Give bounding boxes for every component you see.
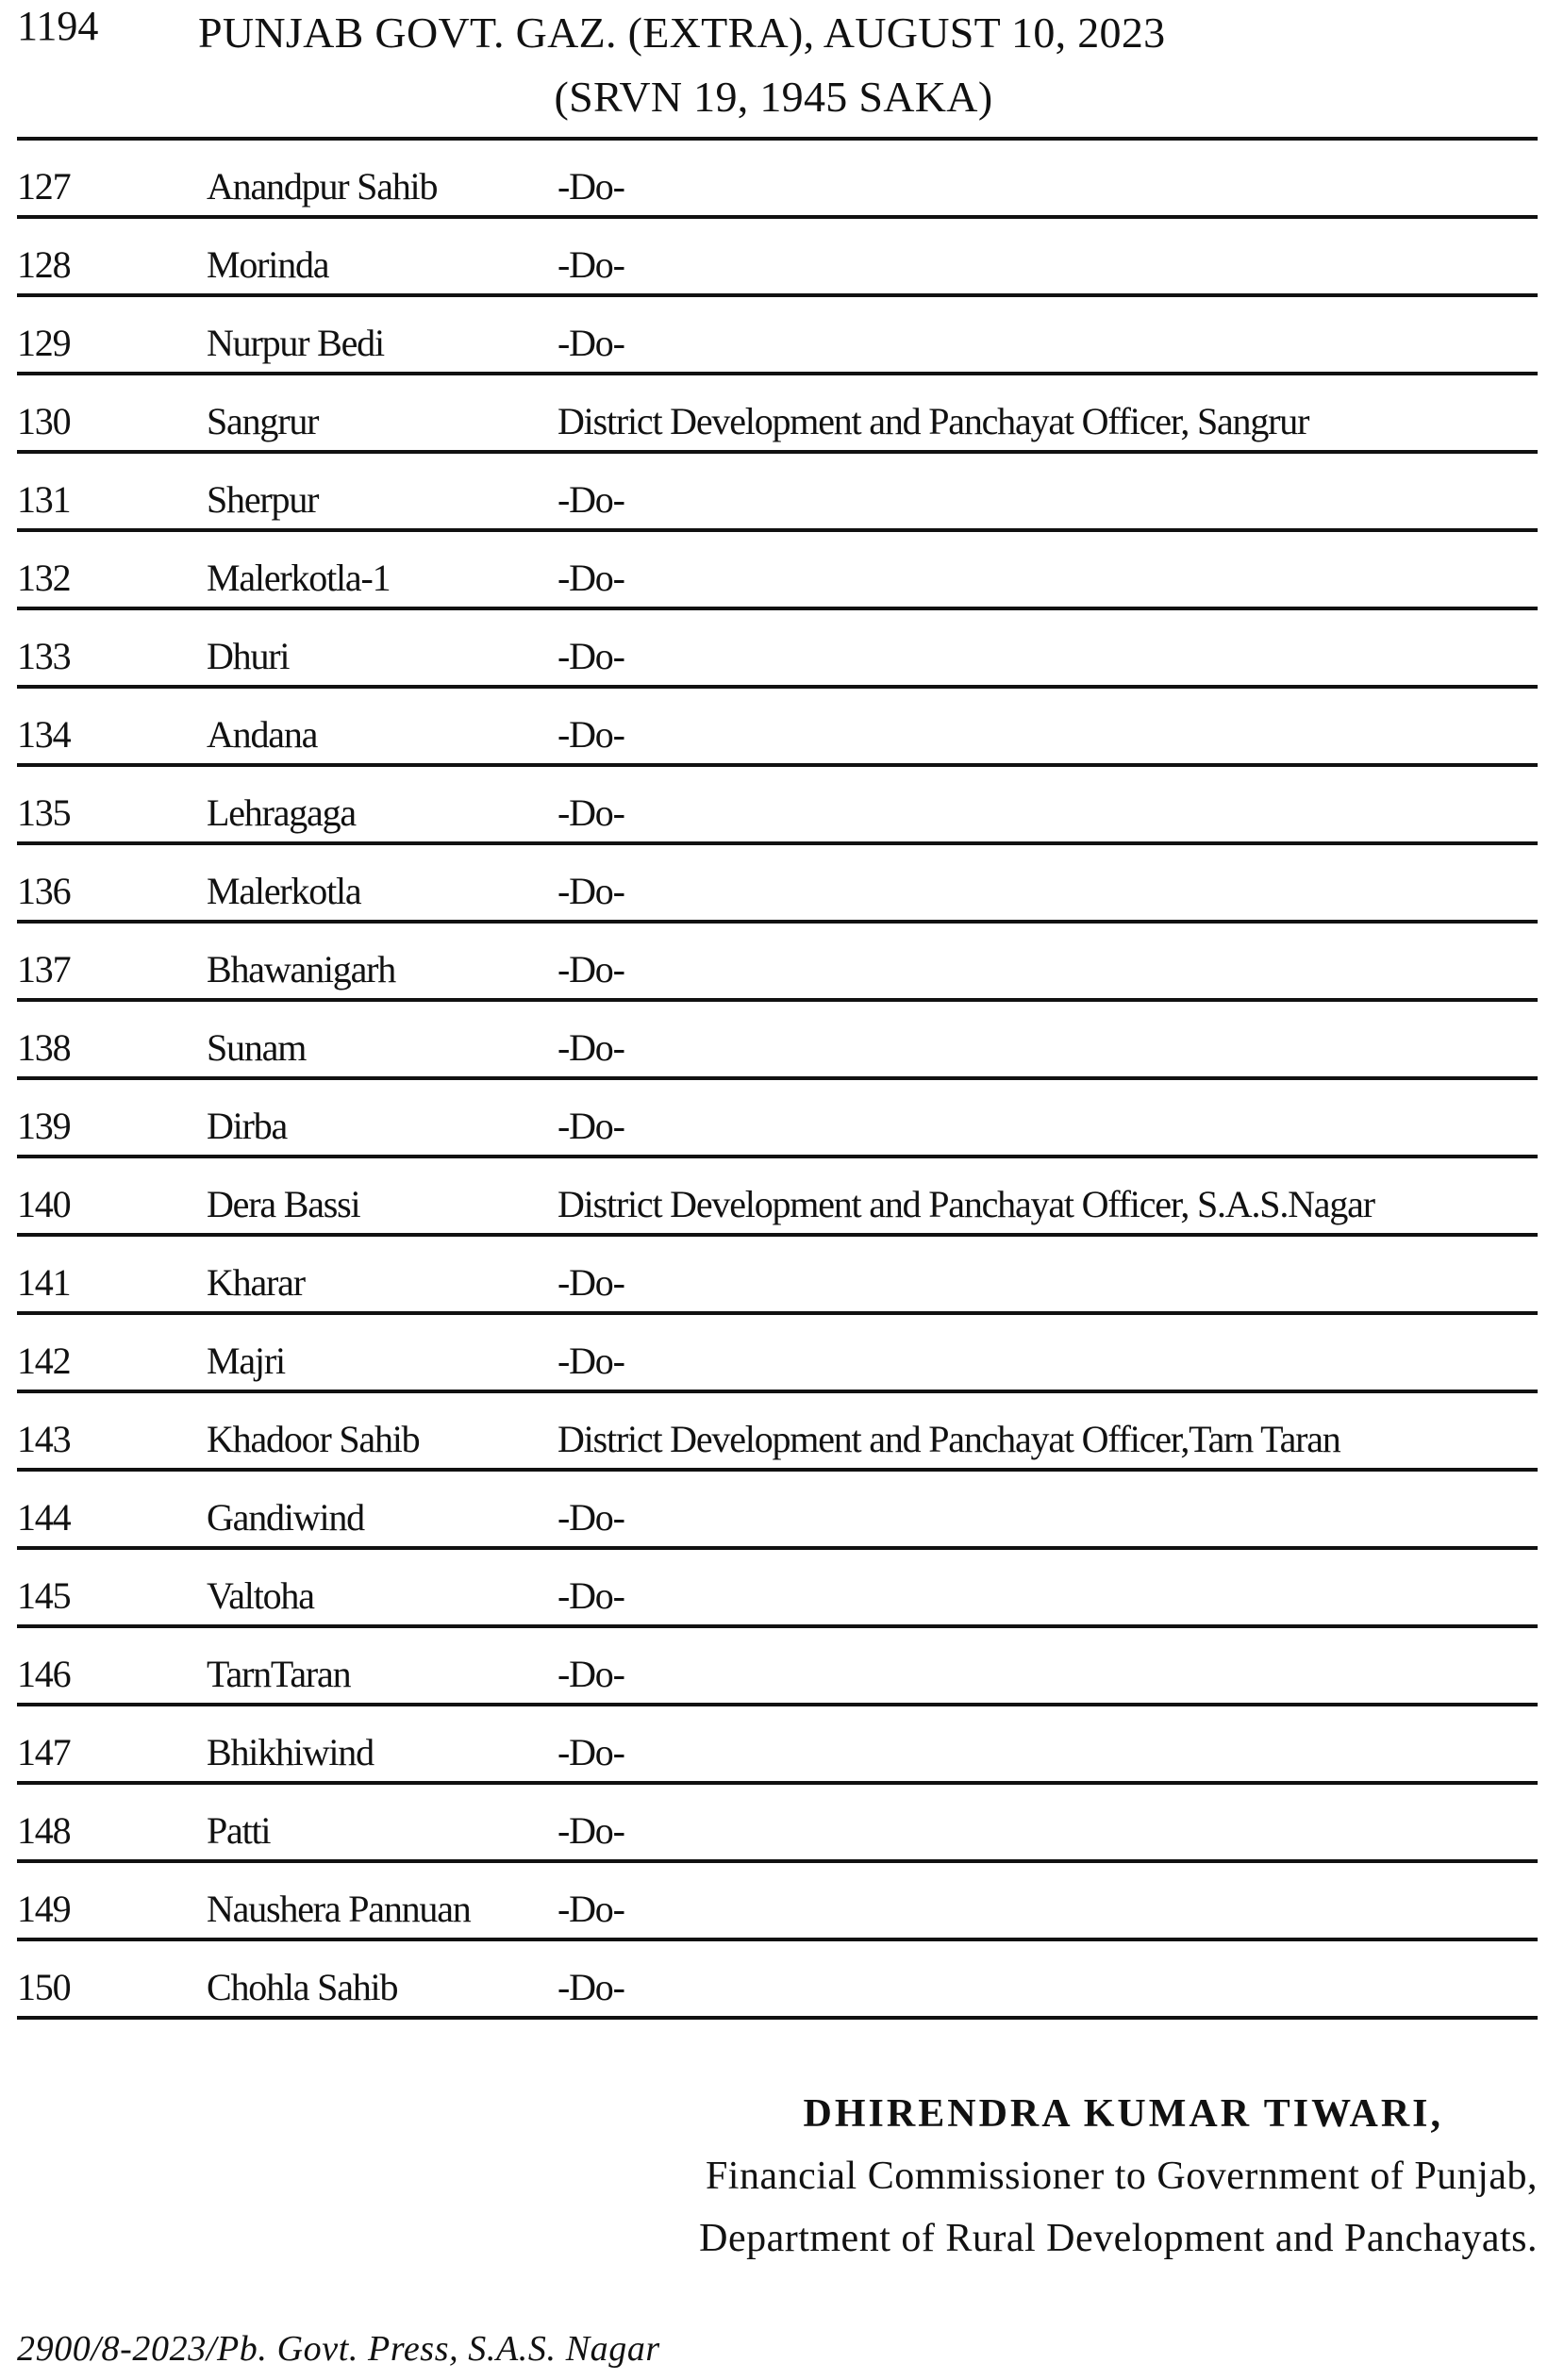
table-row xyxy=(17,1706,1538,1785)
row-serial-number: 144 xyxy=(17,1496,71,1539)
table-row xyxy=(17,297,1538,375)
row-block-name: TarnTaran xyxy=(207,1653,351,1695)
row-serial-number: 150 xyxy=(17,1966,71,2008)
row-block-name: Sunam xyxy=(207,1026,307,1069)
block-officer-table xyxy=(17,137,1538,2020)
row-officer: -Do- xyxy=(557,1731,624,1773)
row-officer: -Do- xyxy=(557,1105,624,1147)
row-serial-number: 146 xyxy=(17,1653,71,1695)
row-serial-number: 127 xyxy=(17,165,71,208)
gazette-title: PUNJAB GOVT. GAZ. (EXTRA), AUGUST 10, 2023 xyxy=(198,8,1166,57)
table-row xyxy=(17,1863,1538,1941)
row-officer: -Do- xyxy=(557,635,624,677)
gazette-date-saka: (SRVN 19, 1945 SAKA) xyxy=(554,73,993,121)
row-officer: -Do- xyxy=(557,243,624,286)
row-serial-number: 128 xyxy=(17,243,71,286)
row-serial-number: 139 xyxy=(17,1105,71,1147)
row-officer: -Do- xyxy=(557,1340,624,1382)
row-block-name: Chohla Sahib xyxy=(207,1966,398,2008)
table-row xyxy=(17,1550,1538,1628)
row-serial-number: 148 xyxy=(17,1809,71,1852)
row-officer: District Development and Panchayat Officer,Tarn Taran xyxy=(557,1418,1340,1460)
table-row xyxy=(17,845,1538,924)
row-serial-number: 135 xyxy=(17,791,71,834)
row-block-name: Dirba xyxy=(207,1105,288,1147)
row-block-name: Dera Bassi xyxy=(207,1183,360,1225)
page-number: 1194 xyxy=(17,3,99,49)
row-officer: -Do- xyxy=(557,557,624,599)
row-officer: -Do- xyxy=(557,791,624,834)
table-row xyxy=(17,141,1538,219)
table-row xyxy=(17,219,1538,297)
row-officer: -Do- xyxy=(557,948,624,990)
table-row xyxy=(17,1785,1538,1863)
row-officer: -Do- xyxy=(557,1888,624,1930)
row-block-name: Lehragaga xyxy=(207,791,356,834)
row-officer: -Do- xyxy=(557,478,624,521)
row-serial-number: 142 xyxy=(17,1340,71,1382)
table-row xyxy=(17,532,1538,610)
row-serial-number: 133 xyxy=(17,635,71,677)
row-serial-number: 132 xyxy=(17,557,71,599)
table-row xyxy=(17,1237,1538,1315)
row-block-name: Khadoor Sahib xyxy=(207,1418,420,1460)
table-row xyxy=(17,1315,1538,1393)
row-serial-number: 149 xyxy=(17,1888,71,1930)
row-serial-number: 147 xyxy=(17,1731,71,1773)
table-row xyxy=(17,610,1538,689)
row-officer: District Development and Panchayat Officer, Sangrur xyxy=(557,400,1309,442)
table-row xyxy=(17,454,1538,532)
row-block-name: Andana xyxy=(207,713,318,756)
row-serial-number: 141 xyxy=(17,1261,71,1304)
row-block-name: Bhikhiwind xyxy=(207,1731,374,1773)
row-block-name: Bhawanigarh xyxy=(207,948,396,990)
row-block-name: Majri xyxy=(207,1340,285,1382)
row-serial-number: 137 xyxy=(17,948,71,990)
row-block-name: Kharar xyxy=(207,1261,305,1304)
row-officer: -Do- xyxy=(557,1574,624,1617)
row-block-name: Anandpur Sahib xyxy=(207,165,438,208)
row-serial-number: 145 xyxy=(17,1574,71,1617)
row-block-name: Sangrur xyxy=(207,400,319,442)
table-row xyxy=(17,689,1538,767)
row-serial-number: 140 xyxy=(17,1183,71,1225)
row-block-name: Sherpur xyxy=(207,478,319,521)
row-block-name: Nurpur Bedi xyxy=(207,322,384,364)
table-row xyxy=(17,924,1538,1002)
row-officer: -Do- xyxy=(557,1026,624,1069)
row-serial-number: 134 xyxy=(17,713,71,756)
row-officer: -Do- xyxy=(557,713,624,756)
row-officer: District Development and Panchayat Officer, S.A.S.Nagar xyxy=(557,1183,1374,1225)
row-officer: -Do- xyxy=(557,1496,624,1539)
signatory-name: DHIRENDRA KUMAR TIWARI, xyxy=(803,2092,1443,2136)
row-block-name: Naushera Pannuan xyxy=(207,1888,471,1930)
table-row xyxy=(17,375,1538,454)
row-block-name: Morinda xyxy=(207,243,329,286)
row-serial-number: 131 xyxy=(17,478,71,521)
table-row xyxy=(17,1941,1538,2020)
row-officer: -Do- xyxy=(557,1809,624,1852)
row-serial-number: 130 xyxy=(17,400,71,442)
row-officer: -Do- xyxy=(557,1653,624,1695)
row-officer: -Do- xyxy=(557,165,624,208)
row-officer: -Do- xyxy=(557,870,624,912)
table-row xyxy=(17,1080,1538,1158)
table-row xyxy=(17,1472,1538,1550)
signatory-designation: Financial Commissioner to Government of Punjab, xyxy=(705,2155,1538,2198)
row-block-name: Dhuri xyxy=(207,635,290,677)
row-serial-number: 129 xyxy=(17,322,71,364)
signatory-department: Department of Rural Development and Panchayats. xyxy=(699,2217,1538,2260)
row-block-name: Malerkotla xyxy=(207,870,361,912)
row-serial-number: 136 xyxy=(17,870,71,912)
table-row xyxy=(17,1158,1538,1237)
table-row xyxy=(17,1393,1538,1472)
row-serial-number: 138 xyxy=(17,1026,71,1069)
row-block-name: Malerkotla-1 xyxy=(207,557,391,599)
table-row xyxy=(17,1628,1538,1706)
table-row xyxy=(17,767,1538,845)
row-officer: -Do- xyxy=(557,322,624,364)
row-serial-number: 143 xyxy=(17,1418,71,1460)
row-block-name: Patti xyxy=(207,1809,271,1852)
row-block-name: Gandiwind xyxy=(207,1496,364,1539)
press-imprint: 2900/8-2023/Pb. Govt. Press, S.A.S. Nagar xyxy=(17,2329,660,2369)
row-block-name: Valtoha xyxy=(207,1574,314,1617)
row-officer: -Do- xyxy=(557,1261,624,1304)
table-row xyxy=(17,1002,1538,1080)
row-officer: -Do- xyxy=(557,1966,624,2008)
